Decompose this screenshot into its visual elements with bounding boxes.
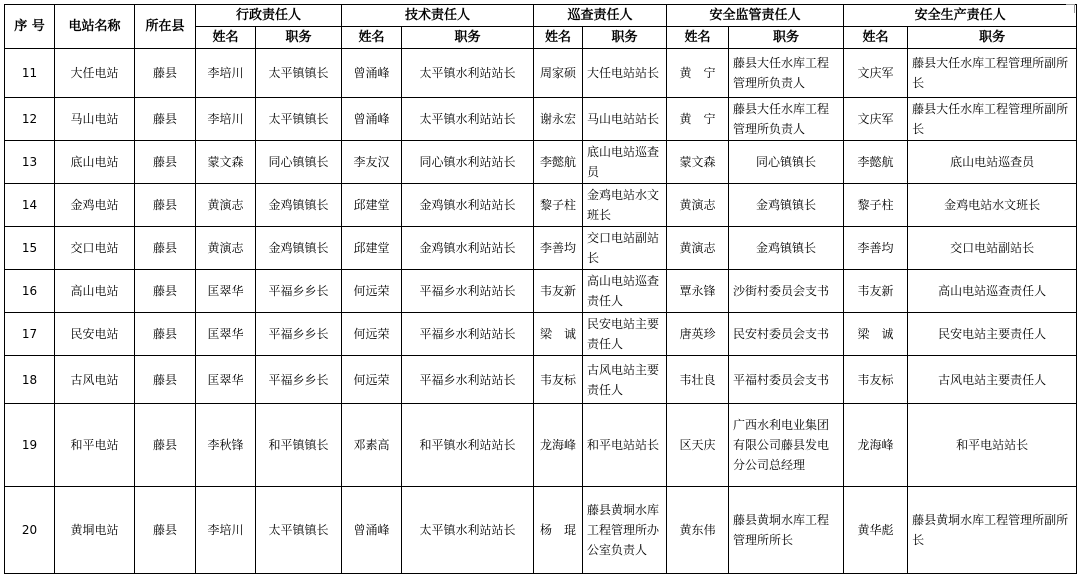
cell-admin-title: 平福乡乡长 [256, 270, 342, 313]
cell-tech-name: 何远荣 [342, 313, 402, 356]
cell-tech-name: 何远荣 [342, 356, 402, 404]
cell-patrol-name: 周家硕 [534, 49, 583, 98]
cell-station: 交口电站 [55, 227, 135, 270]
cell-tech-name: 曾涌峰 [342, 49, 402, 98]
header-patrol: 巡查责任人 [534, 5, 667, 27]
cell-patrol-title: 民安电站主要责任人 [583, 313, 667, 356]
cell-admin-title: 太平镇镇长 [256, 487, 342, 574]
header-safety-prod: 安全生产责任人 [844, 5, 1077, 27]
cell-tech-title: 太平镇水利站站长 [402, 487, 534, 574]
cell-prod-name: 文庆军 [844, 49, 908, 98]
cell-sup-name: 黄东伟 [667, 487, 729, 574]
cell-sup-name: 黄演志 [667, 227, 729, 270]
cell-tech-title: 金鸡镇水利站站长 [402, 184, 534, 227]
cell-sup-title: 民安村委员会支书 [729, 313, 844, 356]
cell-tech-name: 曾涌峰 [342, 98, 402, 141]
cell-admin-title: 平福乡乡长 [256, 313, 342, 356]
cell-admin-title: 同心镇镇长 [256, 141, 342, 184]
table-row [5, 227, 1077, 270]
cell-patrol-name: 李懿航 [534, 141, 583, 184]
cell-tech-name: 曾涌峰 [342, 487, 402, 574]
cell-prod-name: 梁 诚 [844, 313, 908, 356]
cell-sup-title: 藤县大任水库工程管理所负责人 [729, 98, 844, 141]
cell-patrol-title: 古风电站主要责任人 [583, 356, 667, 404]
cell-patrol-name: 谢永宏 [534, 98, 583, 141]
cell-admin-name: 黄演志 [196, 227, 256, 270]
cell-prod-title: 金鸡电站水文班长 [908, 184, 1077, 227]
cell-tech-title: 金鸡镇水利站站长 [402, 227, 534, 270]
cell-county: 藤县 [135, 487, 196, 574]
cell-sup-name: 黄 宁 [667, 49, 729, 98]
cell-sup-title: 金鸡镇镇长 [729, 227, 844, 270]
cell-prod-name: 龙海峰 [844, 404, 908, 487]
responsibility-table [4, 4, 1077, 574]
cell-seq: 19 [5, 404, 55, 487]
cell-sup-title: 藤县黄垌水库工程管理所所长 [729, 487, 844, 574]
cell-prod-name: 李善均 [844, 227, 908, 270]
cell-tech-name: 邱建堂 [342, 184, 402, 227]
cell-county: 藤县 [135, 141, 196, 184]
cell-admin-name: 李培川 [196, 49, 256, 98]
cell-admin-name: 蒙文森 [196, 141, 256, 184]
cell-seq: 16 [5, 270, 55, 313]
header-tech-name: 姓名 [342, 27, 402, 49]
cell-sup-title: 同心镇镇长 [729, 141, 844, 184]
cell-admin-name: 黄演志 [196, 184, 256, 227]
cell-patrol-name: 龙海峰 [534, 404, 583, 487]
cell-county: 藤县 [135, 49, 196, 98]
header-safety-sup: 安全监管责任人 [667, 5, 844, 27]
cell-tech-name: 邱建堂 [342, 227, 402, 270]
header-seq: 序 号 [5, 5, 55, 49]
table-row [5, 184, 1077, 227]
cell-admin-title: 金鸡镇镇长 [256, 227, 342, 270]
cell-station: 金鸡电站 [55, 184, 135, 227]
cell-station: 古风电站 [55, 356, 135, 404]
cell-admin-title: 平福乡乡长 [256, 356, 342, 404]
page-corner-mark [1066, 4, 1075, 13]
table-row [5, 141, 1077, 184]
cell-tech-title: 同心镇水利站站长 [402, 141, 534, 184]
cell-prod-title: 高山电站巡查责任人 [908, 270, 1077, 313]
header-prod-name: 姓名 [844, 27, 908, 49]
cell-prod-title: 藤县黄垌水库工程管理所副所长 [908, 487, 1077, 574]
cell-station: 和平电站 [55, 404, 135, 487]
cell-station: 黄垌电站 [55, 487, 135, 574]
cell-tech-title: 太平镇水利站站长 [402, 98, 534, 141]
cell-admin-title: 太平镇镇长 [256, 98, 342, 141]
cell-sup-title: 金鸡镇镇长 [729, 184, 844, 227]
cell-admin-name: 李培川 [196, 98, 256, 141]
cell-prod-title: 底山电站巡查员 [908, 141, 1077, 184]
cell-tech-title: 平福乡水利站站长 [402, 270, 534, 313]
cell-sup-name: 黄 宁 [667, 98, 729, 141]
cell-tech-name: 李友汉 [342, 141, 402, 184]
responsibility-table-page [4, 4, 1077, 574]
cell-prod-title: 民安电站主要责任人 [908, 313, 1077, 356]
header-prod-title: 职务 [908, 27, 1077, 49]
cell-seq: 13 [5, 141, 55, 184]
cell-seq: 15 [5, 227, 55, 270]
cell-admin-title: 太平镇镇长 [256, 49, 342, 98]
cell-prod-name: 文庆军 [844, 98, 908, 141]
cell-station: 高山电站 [55, 270, 135, 313]
cell-prod-title: 交口电站副站长 [908, 227, 1077, 270]
cell-admin-name: 匡翠华 [196, 313, 256, 356]
cell-seq: 14 [5, 184, 55, 227]
cell-county: 藤县 [135, 98, 196, 141]
cell-seq: 11 [5, 49, 55, 98]
header-station: 电站名称 [55, 5, 135, 49]
cell-tech-title: 平福乡水利站站长 [402, 356, 534, 404]
table-row [5, 313, 1077, 356]
cell-county: 藤县 [135, 404, 196, 487]
cell-station: 底山电站 [55, 141, 135, 184]
cell-county: 藤县 [135, 313, 196, 356]
cell-tech-title: 平福乡水利站站长 [402, 313, 534, 356]
cell-sup-name: 覃永锋 [667, 270, 729, 313]
cell-county: 藤县 [135, 227, 196, 270]
cell-sup-title: 藤县大任水库工程管理所负责人 [729, 49, 844, 98]
header-tech: 技术责任人 [342, 5, 534, 27]
header-county: 所在县 [135, 5, 196, 49]
cell-patrol-name: 黎子柱 [534, 184, 583, 227]
cell-prod-name: 韦友新 [844, 270, 908, 313]
cell-patrol-title: 底山电站巡查员 [583, 141, 667, 184]
cell-patrol-name: 梁 诚 [534, 313, 583, 356]
cell-admin-name: 李秋锋 [196, 404, 256, 487]
cell-prod-name: 黎子柱 [844, 184, 908, 227]
table-row [5, 487, 1077, 574]
cell-sup-title: 平福村委员会支书 [729, 356, 844, 404]
cell-patrol-name: 李善均 [534, 227, 583, 270]
cell-prod-title: 藤县大任水库工程管理所副所长 [908, 49, 1077, 98]
cell-station: 民安电站 [55, 313, 135, 356]
cell-sup-name: 韦壮良 [667, 356, 729, 404]
cell-seq: 12 [5, 98, 55, 141]
table-row [5, 356, 1077, 404]
cell-county: 藤县 [135, 270, 196, 313]
cell-tech-title: 和平镇水利站站长 [402, 404, 534, 487]
cell-admin-name: 匡翠华 [196, 356, 256, 404]
cell-sup-title: 广西水利电业集团有限公司藤县发电分公司总经理 [729, 404, 844, 487]
table-row [5, 98, 1077, 141]
header-patrol-title: 职务 [583, 27, 667, 49]
header-sup-title: 职务 [729, 27, 844, 49]
cell-sup-name: 黄演志 [667, 184, 729, 227]
cell-county: 藤县 [135, 356, 196, 404]
cell-tech-name: 何远荣 [342, 270, 402, 313]
cell-seq: 20 [5, 487, 55, 574]
table-row [5, 49, 1077, 98]
header-tech-title: 职务 [402, 27, 534, 49]
cell-station: 大任电站 [55, 49, 135, 98]
cell-seq: 18 [5, 356, 55, 404]
table-row [5, 270, 1077, 313]
cell-prod-name: 黄华彪 [844, 487, 908, 574]
header-admin-name: 姓名 [196, 27, 256, 49]
cell-patrol-title: 交口电站副站长 [583, 227, 667, 270]
header-admin: 行政责任人 [196, 5, 342, 27]
cell-patrol-title: 大任电站站长 [583, 49, 667, 98]
cell-prod-name: 韦友标 [844, 356, 908, 404]
cell-prod-name: 李懿航 [844, 141, 908, 184]
cell-sup-title: 沙街村委员会支书 [729, 270, 844, 313]
cell-county: 藤县 [135, 184, 196, 227]
cell-patrol-name: 韦友标 [534, 356, 583, 404]
cell-station: 马山电站 [55, 98, 135, 141]
cell-prod-title: 藤县大任水库工程管理所副所长 [908, 98, 1077, 141]
cell-sup-name: 唐英珍 [667, 313, 729, 356]
cell-admin-name: 匡翠华 [196, 270, 256, 313]
cell-prod-title: 古风电站主要责任人 [908, 356, 1077, 404]
table-row [5, 404, 1077, 487]
header-sup-name: 姓名 [667, 27, 729, 49]
cell-patrol-name: 杨 琨 [534, 487, 583, 574]
cell-admin-title: 和平镇镇长 [256, 404, 342, 487]
cell-patrol-title: 金鸡电站水文班长 [583, 184, 667, 227]
cell-patrol-title: 藤县黄垌水库工程管理所办公室负责人 [583, 487, 667, 574]
header-row-top [5, 5, 1077, 27]
header-patrol-name: 姓名 [534, 27, 583, 49]
cell-tech-name: 邓素高 [342, 404, 402, 487]
cell-patrol-name: 韦友新 [534, 270, 583, 313]
cell-admin-name: 李培川 [196, 487, 256, 574]
cell-patrol-title: 马山电站站长 [583, 98, 667, 141]
cell-seq: 17 [5, 313, 55, 356]
cell-patrol-title: 和平电站站长 [583, 404, 667, 487]
cell-patrol-title: 高山电站巡查责任人 [583, 270, 667, 313]
cell-admin-title: 金鸡镇镇长 [256, 184, 342, 227]
cell-sup-name: 区天庆 [667, 404, 729, 487]
header-admin-title: 职务 [256, 27, 342, 49]
cell-tech-title: 太平镇水利站站长 [402, 49, 534, 98]
cell-prod-title: 和平电站站长 [908, 404, 1077, 487]
cell-sup-name: 蒙文森 [667, 141, 729, 184]
